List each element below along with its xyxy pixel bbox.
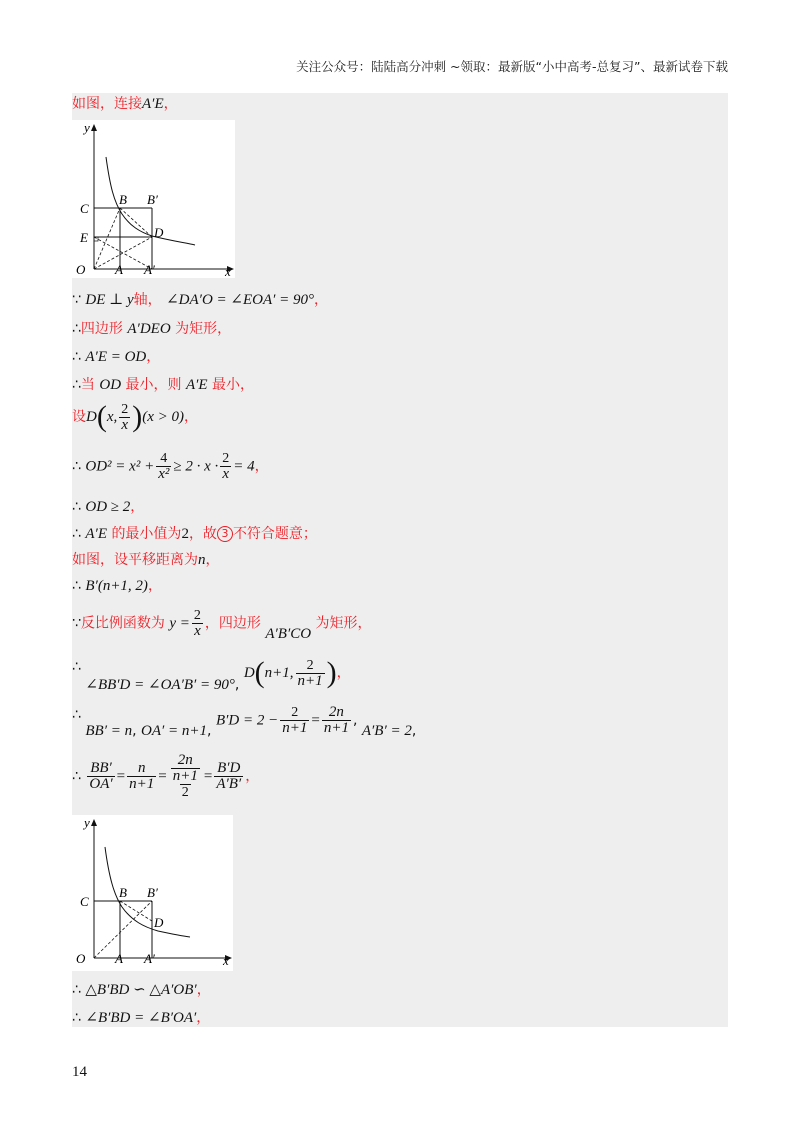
fraction: $\frac{BB'}{OA'}$: [89, 760, 113, 792]
fraction: $\frac{\frac{2n}{n+1}}{2}$: [172, 752, 198, 800]
fraction: $\frac{2n}{n+1}$: [323, 704, 349, 736]
math: A′DEO: [127, 321, 171, 337]
text: 如图，连接: [72, 96, 142, 112]
fig2-b2-label: B′: [147, 885, 158, 900]
text: 最小，则: [125, 377, 182, 393]
line-translate-n: [72, 549, 220, 569]
line-inverse-function: [72, 608, 372, 642]
fraction: $\frac{2}{x}$: [193, 608, 201, 639]
math: D: [243, 665, 255, 681]
fraction: $\frac{2}{n+1}$: [297, 657, 323, 689]
figure-2: [72, 815, 233, 971]
fig1-e-label: E: [80, 230, 88, 245]
text: 为矩形，: [175, 321, 232, 337]
figure-1: [72, 120, 235, 278]
page-header: 关注公众号：陆陆高分冲刺 ~领取：最新版“小中高考-总复习”、最新试卷下载: [296, 59, 728, 74]
text: 当: [80, 377, 95, 393]
line-de-perp: [72, 289, 328, 309]
therefore-symbol: ∴: [72, 499, 81, 515]
math: A′E: [142, 96, 164, 112]
text: ，四边形: [204, 615, 261, 632]
fig1-a2-label: A′: [144, 262, 155, 277]
comma: ，: [196, 982, 211, 998]
line-b-prime: [72, 575, 162, 595]
comma: ，: [254, 458, 269, 475]
fig2-o-label: O: [76, 951, 86, 966]
fig2-x-label: x: [223, 953, 229, 968]
therefore-symbol: ∴: [72, 578, 81, 594]
fig2-b-label: B: [119, 885, 127, 900]
math: ∠BB′D = ∠OA′B′ = 90°: [85, 677, 235, 693]
text: 如图，设平移距离为: [72, 552, 198, 568]
line-rectangle: [72, 318, 231, 338]
comma: ，: [146, 349, 161, 365]
text: 最小，: [212, 377, 255, 393]
fig2-c-label: C: [80, 894, 89, 909]
comma: ，: [196, 1010, 211, 1026]
fig1-b2-label: B′: [147, 192, 158, 207]
comma: ，: [184, 409, 199, 425]
math: A′B′ = 2: [361, 722, 412, 739]
math: ∠DA′O = ∠EOA′ = 90°: [166, 292, 315, 308]
fig1-b-label: B: [119, 192, 127, 207]
math: DE ⊥ y: [85, 292, 134, 308]
math: 2: [181, 526, 189, 542]
line-lengths: ∴ BB′ = n, OA′ = n+1, B′D = 2 − $\frac{2}{n+1}$ = $\frac{2n}{n+1}$ , A′B′ = 2,: [72, 704, 417, 739]
fraction: $\frac{2}{x}$: [121, 401, 129, 433]
therefore-symbol: ∴: [72, 982, 81, 998]
math: A′E: [185, 377, 208, 393]
text: 的最小值为: [111, 526, 182, 542]
line-angle-d: ∴ ∠BB′D = ∠OA′B′ = 90°, D(n+1, $\frac{2}{n+1}$ )，: [72, 656, 351, 693]
fig1-o-label: O: [76, 262, 86, 277]
line-ae-od: [72, 346, 160, 366]
math: = 4: [233, 458, 255, 475]
comma: ，: [130, 499, 145, 515]
fig1-d-label: D: [154, 225, 164, 240]
math: n+1,: [264, 665, 294, 681]
math: y =: [169, 615, 190, 632]
fig1-a-label: A: [115, 262, 123, 277]
math: (x > 0): [142, 409, 185, 425]
fig1-x-label: x: [225, 264, 231, 278]
math: B′D = 2 −: [215, 712, 279, 729]
fig2-a2-label: A′: [144, 951, 155, 966]
solution-panel: [72, 93, 728, 1027]
therefore-symbol: ∴: [72, 526, 81, 542]
text: 不符合题意；: [232, 526, 317, 542]
math: x,: [106, 409, 118, 425]
fig1-c-label: C: [80, 201, 89, 216]
line-ratio: ∴ $\frac{BB'}{OA'}$ = $\frac{n}{n+1}$ = $\frac{\frac{2n}{n+1}}{2}$ = $\frac{B'D}{A'B'}$ ，: [72, 752, 260, 800]
fraction: $\frac{B'D}{A'B'}$: [216, 760, 242, 792]
line-angle-equal: [72, 1007, 210, 1027]
fraction: $\frac{2}{n+1}$: [282, 705, 308, 736]
comma: ，: [336, 665, 351, 681]
math: n: [198, 552, 206, 568]
therefore-symbol: ∴: [72, 321, 81, 337]
text: 轴，: [133, 292, 162, 308]
comma: ，: [147, 578, 162, 594]
math: A′E: [85, 526, 107, 542]
math: OD: [99, 377, 122, 393]
math: ∠B′BD = ∠B′OA′: [85, 1010, 197, 1026]
math: D: [86, 409, 97, 425]
therefore-symbol: ∴: [72, 659, 81, 675]
math: B′(n+1, 2): [85, 578, 148, 594]
circled-number: 3: [217, 526, 233, 542]
line-min: [72, 374, 254, 394]
line-connect: [72, 93, 178, 113]
fig1-y-label: y: [84, 120, 90, 135]
math: A′B′CO: [265, 625, 312, 642]
math: OA′ = n+1: [141, 722, 208, 739]
fraction: $\frac{n}{n+1}$: [129, 760, 155, 792]
math: OD ≥ 2: [85, 499, 131, 515]
text: 四边形: [80, 321, 123, 337]
comma: ，: [163, 96, 178, 112]
line-similar: [72, 979, 211, 999]
therefore-symbol: ∴: [72, 377, 81, 393]
fraction: $\frac{4}{\text{x²}}$: [158, 451, 170, 482]
line-set-d: 设D(x, $\frac{2}{x}$ )(x > 0)，: [72, 400, 199, 433]
page-number: 14: [72, 1064, 87, 1080]
math: ≥ 2 · x ·: [173, 458, 219, 475]
fraction: $\frac{2}{x}$: [222, 451, 230, 482]
text: 设: [72, 409, 86, 425]
text: 反比例函数为: [80, 615, 165, 632]
math: OD² = x² +: [85, 458, 155, 475]
math: △B′BD ∽ △A′OB′: [85, 982, 197, 998]
therefore-symbol: ∴: [72, 706, 81, 723]
therefore-symbol: ∴: [72, 458, 81, 475]
comma: ，: [314, 292, 329, 308]
fig2-y-label: y: [84, 815, 90, 830]
comma: ，: [205, 552, 220, 568]
text: ，故: [188, 526, 217, 542]
math: BB′ = n: [85, 722, 133, 739]
therefore-symbol: ∴: [72, 349, 81, 365]
text: 为矩形，: [315, 615, 372, 632]
fig2-d-label: D: [154, 915, 164, 930]
comma: ，: [245, 768, 260, 785]
line-od-squared: [72, 451, 269, 482]
line-od-ge-2: [72, 496, 144, 516]
because-symbol: ∵: [72, 615, 81, 632]
therefore-symbol: ∴: [72, 768, 81, 785]
fig2-a-label: A: [115, 951, 123, 966]
math: A′E = OD: [85, 349, 147, 365]
because-symbol: ∵: [72, 292, 81, 308]
therefore-symbol: ∴: [72, 1010, 81, 1026]
line-conclusion-3: [72, 523, 317, 543]
math: =: [311, 712, 320, 729]
